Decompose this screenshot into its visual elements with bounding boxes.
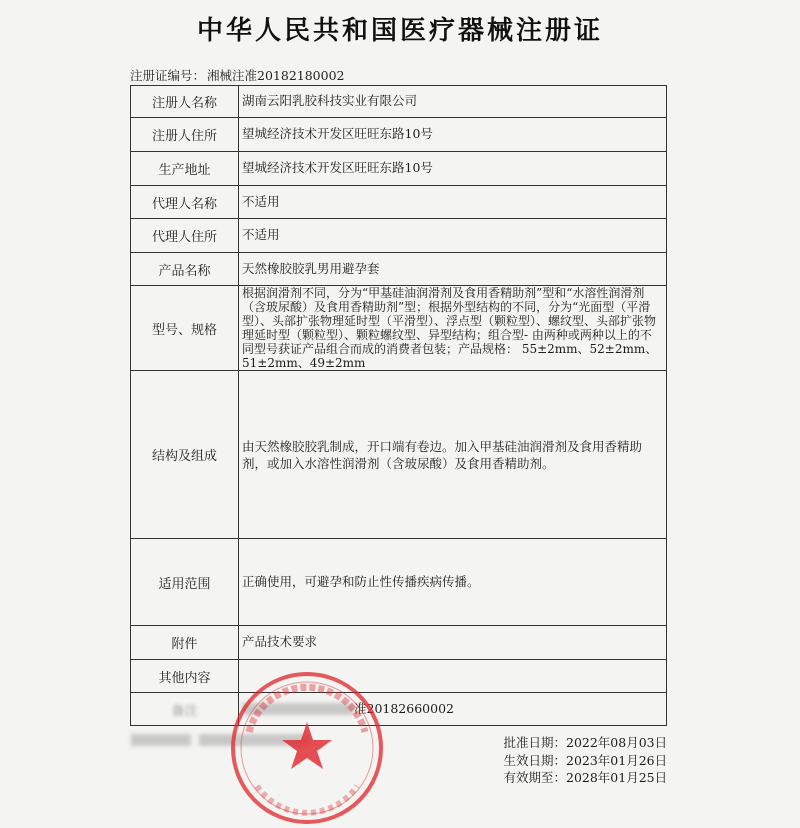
effective-date-value: 2023年01月26日 xyxy=(566,752,668,768)
redacted-text xyxy=(242,703,354,715)
production-address-label: 生产地址 xyxy=(131,152,239,186)
approval-date-value: 2022年08月03日 xyxy=(566,735,668,750)
registration-table xyxy=(130,85,667,726)
table-row xyxy=(131,660,667,693)
approval-date-row xyxy=(498,734,667,752)
registrant-address-value: 望城经济技术开发区旺旺东路10号 xyxy=(239,118,667,152)
agent-name-label: 代理人名称 xyxy=(131,186,239,219)
attachment-value: 产品技术要求 xyxy=(239,626,667,660)
table-row xyxy=(131,286,667,371)
expiry-date-value: 2028年01月25日 xyxy=(566,770,668,785)
model-spec-value: 根据润滑剂不同，分为“甲基硅油润滑剂及食用香精助剂”型和“水溶性润滑剂（含玻尿酸）及食用香精助剂”型；根据外型结构的不同，分为“光面型（平滑型）、头部扩张物理延时型（平滑型）、浮点型（颗粒型）、螺纹型、头部扩张物理延时型（颗粒型）、颗粒螺纹型、异型结构；组合型- 由两种或两种以上的不同型号获证产品组合而成的消费者包装；产品规格： 55±2mm、52±2mm、51±2mm、49±2mm xyxy=(239,286,667,371)
expiry-date-row xyxy=(498,769,667,787)
approval-date-label: 批准日期： xyxy=(503,735,566,750)
table-row xyxy=(131,86,667,118)
table-row xyxy=(131,219,667,253)
agent-address-label: 代理人住所 xyxy=(131,219,239,253)
remarks-label: 备注 xyxy=(131,693,239,726)
production-address-value: 望城经济技术开发区旺旺东路10号 xyxy=(239,152,667,186)
table-row xyxy=(131,626,667,660)
document-title: 中华人民共和国医疗器械注册证 xyxy=(196,16,603,46)
registrant-name-value: 湖南云阳乳胶科技实业有限公司 xyxy=(239,86,667,118)
table-row xyxy=(131,539,667,626)
agent-address-value: 不适用 xyxy=(239,219,667,253)
model-spec-label: 型号、规格 xyxy=(131,286,239,371)
remarks-visible-text: 准20182660002 xyxy=(354,700,454,716)
structure-value: 由天然橡胶胶乳制成，开口端有卷边。加入甲基硅油润滑剂及食用香精助剂，或加入水溶性润滑剂（含玻尿酸）及食用香精助剂。 xyxy=(239,371,667,539)
product-name-label: 产品名称 xyxy=(131,253,239,286)
remarks-value xyxy=(239,693,667,726)
effective-date-label: 生效日期： xyxy=(503,752,566,768)
registrant-address-label: 注册人住所 xyxy=(131,118,239,152)
product-name-value: 天然橡胶胶乳男用避孕套 xyxy=(239,253,667,286)
expiry-date-label: 有效期至： xyxy=(503,770,566,785)
table-row xyxy=(131,253,667,286)
scope-label: 适用范围 xyxy=(131,539,239,626)
effective-date-row xyxy=(498,752,667,770)
issuer-redacted xyxy=(131,732,309,746)
certificate-number xyxy=(130,66,345,84)
table-row xyxy=(131,152,667,186)
agent-name-value: 不适用 xyxy=(239,186,667,219)
registrant-name-label: 注册人名称 xyxy=(131,86,239,118)
dates-block xyxy=(498,734,667,787)
table-row xyxy=(131,693,667,726)
certificate-number-label: 注册证编号： xyxy=(130,68,206,83)
table-row xyxy=(131,118,667,152)
table-row xyxy=(131,371,667,539)
table-row xyxy=(131,186,667,219)
scope-value: 正确使用，可避孕和防止性传播疾病传播。 xyxy=(239,539,667,626)
other-content-value xyxy=(239,660,667,693)
other-content-label: 其他内容 xyxy=(131,660,239,693)
structure-label: 结构及组成 xyxy=(131,371,239,539)
certificate-number-value: 湘械注准20182180002 xyxy=(207,68,345,83)
attachment-label: 附件 xyxy=(131,626,239,660)
